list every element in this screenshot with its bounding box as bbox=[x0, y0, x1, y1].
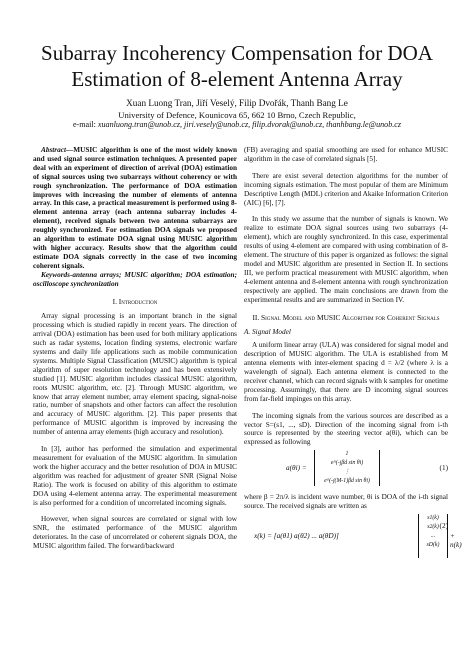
equation-1-lhs: a(θi) = bbox=[286, 464, 307, 473]
eq2-row-4: sD(k) bbox=[426, 542, 440, 549]
left-column bbox=[33, 146, 237, 551]
equation-1-vector bbox=[314, 450, 380, 486]
eq1-row-1: 1 bbox=[345, 451, 349, 458]
abstract-label: Abstract bbox=[41, 146, 66, 154]
eq1-row-4: e^(-j(M-1)βd sin θi) bbox=[324, 478, 370, 485]
section-heading-signal-model: II. Signal Model and MUSIC Algorithm for Coherent Signals bbox=[252, 312, 440, 322]
equation-2 bbox=[244, 514, 462, 562]
email-line bbox=[20, 120, 454, 130]
title-line-1: Subarray Incoherency Compensation for DOA bbox=[41, 41, 433, 65]
email-label: e-mail: bbox=[72, 120, 96, 129]
eq2-row-1: s1(k) bbox=[427, 515, 439, 522]
right-paragraph-2: There are exist several detection algorithms for the number of incoming signals estimation. The most popular of them are Minimum Descriptive Length (MDL) criterion and Akaike Information Criterion (AIC) [6], [7]. bbox=[244, 171, 448, 207]
email-list: xuanluong.tran@unob.cz, jiri.vesely@unob.cz, filip.dvorak@unob.cz, thanhbang.le@unob.cz bbox=[97, 120, 402, 129]
author-list: Xuan Luong Tran, Jiří Veselý, Filip Dvořák, Thanh Bang Le bbox=[126, 98, 348, 108]
equation-2-tail: + n(k) bbox=[450, 532, 462, 549]
intro-paragraph-2: In [3], author has performed the simulation and experimental measurement for evaluation of the MUSIC algorithm. In simulation work the higher accuracy and the better resolution of DOA in MUSIC algorithm was reached for adjustment of greater SNR (Signal Noise Ratio). The work is focused on ability of this algorithm to estimate DOA using 4-element antenna array. The experimental measurement is also performed for a condition of uncorrelated incoming signals. bbox=[33, 445, 237, 507]
signal-paragraph-2: The incoming signals from the various sources are described as a vector S=(s1, ..., sD). Direction of the incoming signal from i-th source is represented by the steering vector a(θi), which can be expressed as following bbox=[244, 411, 448, 447]
paper-title bbox=[20, 40, 454, 92]
right-paragraph-1: (FB) averaging and spatial smoothing are used for enhance MUSIC algorithm in the case of correlated signals [5]. bbox=[244, 146, 448, 163]
signal-paragraph-1: A uniform linear array (ULA) was considered for signal model and description of MUSIC algorithm. The ULA is established from M antenna elements with inter-element spacing d = λ/2 (where λ is a wavelength of signal). Each antenna element is connected to the receiver channel, which can record signals with k samples for onetime processing. Assumingly, that there are D incoming signal sources from far-field impinges on this array. bbox=[244, 341, 448, 403]
equation-1 bbox=[244, 450, 448, 490]
equation-2-vector bbox=[418, 514, 448, 558]
eq1-row-2: e^(-jβd sin θi) bbox=[330, 460, 364, 467]
eq2-row-2: s2(k) bbox=[427, 524, 439, 531]
intro-paragraph-3: However, when signal sources are correlated or signal with low SNR, the estimated performance of the MUSIC algorithm deteriorates. In the case of uncorrelated or coherent signals DOA, the MUSIC algorithm failed. The forward/backward bbox=[33, 515, 237, 551]
after-equation-1: where β = 2π/λ is incident wave number, θi is DOA of the i-th signal source. The received signals are written as bbox=[244, 493, 448, 511]
abstract-text: —MUSIC algorithm is one of the most widely known and used signal source estimation techniques. A presented paper deal with an experiment of direction of arrival (DOA) estimation of signal sources using two subarrays without coherency or with rough synchronization. The performance of DOA estimation improves with increasing the number of elements of antenna array. In this case, a practical measurement is performed using 8-element antenna array (each antenna subarray includes 4-element), received signals between two antenna subarrays are roughly synchronized. For estimation DOA signals we proposed an algorithm to estimate DOA signal using MUSIC algorithm with higher accuracy. Results show that the algorithm could estimate DOA signals correctly in the case of two incoming coherent signals. bbox=[33, 146, 237, 270]
eq2-row-3: ... bbox=[430, 533, 436, 540]
right-column bbox=[244, 146, 462, 565]
affiliation: University of Defence, Kounicova 65, 662 10 Brno, Czech Republic, bbox=[118, 110, 356, 120]
abstract bbox=[33, 146, 237, 271]
section-heading-introduction: I. Introduction bbox=[112, 296, 158, 306]
title-line-2: Estimation of 8-element Antenna Array bbox=[71, 67, 403, 91]
right-paragraph-3: In this study we assume that the number of signals is known. We realize to estimate DOA signal sources using two subarrays (4-element), which are roughly synchronized. In this case, experimental results of using 4-element are compared with using combination of 8-element. The structure of this paper is organized as follows: the signal model and MUSIC algorithm are presented in Section II. In sections III, we perform practical measurement with MUSIC algorithm, when 4-element antenna and 8-element antenna with rough synchronization respectively are applied. The main conclusions are drawn from the experimental results and are summarized in Section IV. bbox=[244, 215, 448, 304]
equation-2-lhs: x(k) = [a(θ1) a(θ2) ... a(θD)] bbox=[254, 532, 339, 541]
equation-1-number: (1) bbox=[439, 464, 448, 473]
subsection-heading-signal-model: A. Signal Model bbox=[244, 328, 291, 337]
equation-2-number: (2) bbox=[439, 522, 448, 531]
intro-paragraph-1: Array signal processing is an important branch in the signal processing which is studied rapidly in recent years. The direction of arrival (DOA) estimation has been used for both military applications such as radar systems, location finding systems, electronic warfare systems and daily life applications such as mobile communication systems. Multiple Signal Classification (MUSIC) algorithm is typical algorithm of super resolution technology and has been extensively studied [1]. MUSIC algorithm includes classical MUSIC algorithm, roots MUSIC algorithm, etc. [2]. Through MUSIC algorithm, we know that array element number, array element spacing, signal-noise ratio, number of snapshots and other factors can affect the resolution and accuracy of MUSIC algorithm. [2]. This paper presents that performance of MUSIC algorithm is improved by increasing the number of antenna array elements (high accuracy and resolution). bbox=[33, 312, 237, 437]
eq1-row-3: ⋮ bbox=[344, 469, 350, 476]
keywords: Keywords-antenna arrays; MUSIC algorithm; DOA estimation; oscilloscope synchronization bbox=[33, 270, 237, 288]
